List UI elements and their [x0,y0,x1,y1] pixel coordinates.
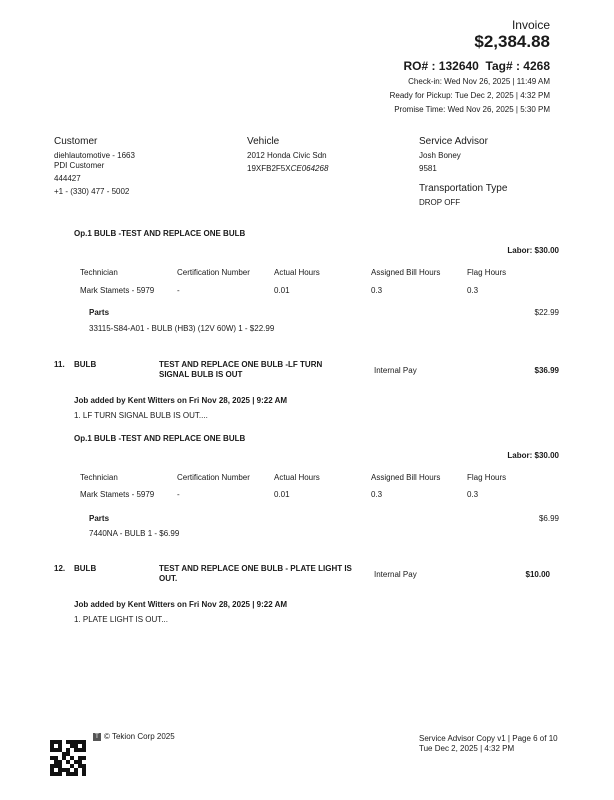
labor-amount: Labor: $30.00 [507,246,559,255]
col-actual-hours: Actual Hours [274,268,320,277]
cell-actual-hours: 0.01 [274,286,290,295]
vehicle-heading: Vehicle [247,136,280,147]
parts-total: $22.99 [534,308,559,317]
customer-heading: Customer [54,136,98,147]
cell-assigned-bill-hours: 0.3 [371,286,383,295]
labor-amount: Labor: $30.00 [507,451,559,460]
op-title [74,229,245,238]
job-code: BULB [74,564,97,573]
cell-flag-hours: 0.3 [467,490,479,499]
job-description: TEST AND REPLACE ONE BULB -LF TURN SIGNAL BULB IS OUT [159,360,323,379]
col-assigned-bill-hours: Assigned Bill Hours [371,268,441,277]
cell-actual-hours: 0.01 [274,490,290,499]
job-code: BULB [74,360,97,369]
document-type: Invoice [511,18,550,32]
job-note: 1. LF TURN SIGNAL BULB IS OUT.... [74,411,208,420]
job-amount: $36.99 [534,366,559,375]
col-actual-hours: Actual Hours [274,473,320,482]
cell-certification: - [177,286,180,295]
advisor-name: Josh Boney [419,151,461,160]
cell-technician: Mark Stamets - 5979 [80,286,155,295]
col-technician: Technician [80,473,118,482]
tekion-logo-icon: T [93,733,101,741]
job-amount: $10.00 [525,570,550,579]
part-line: 33115-S84-A01 - BULB (HB3) (12V 60W) 1 - $22.99 [89,324,275,333]
cell-certification: - [177,490,180,499]
transport-value: DROP OFF [419,198,461,207]
part-line: 7440NA - BULB 1 - $6.99 [89,529,180,538]
vehicle-vin [247,164,328,173]
transport-heading: Transportation Type [419,183,508,194]
job-number: 12. [54,564,66,573]
ro-tag-line [403,59,550,73]
job-pay-type: Internal Pay [374,366,417,375]
vehicle-description: 2012 Honda Civic Sdn [247,151,327,160]
qr-code [50,740,86,776]
tag-number: 4268 [523,59,550,73]
col-technician: Technician [80,268,118,277]
ready-for-pickup-time: Ready for Pickup: Tue Dec 2, 2025 | 4:32 PM [389,91,550,100]
vin-prefix: 19XFB2F5X [247,164,291,173]
cell-technician: Mark Stamets - 5979 [80,490,155,499]
check-in-time: Check-in: Wed Nov 26, 2025 | 11:49 AM [408,77,550,86]
ro-number: 132640 [438,59,479,73]
customer-phone: +1 - (330) 477 - 5002 [54,187,130,196]
job-number: 11. [54,360,65,369]
customer-account: diehlautomotive - 1663 [54,151,135,160]
ro-label: RO# : [403,59,439,73]
op-title-text: Op.1 BULB -TEST AND REPLACE ONE BULB [74,229,246,238]
parts-heading: Parts [89,308,110,317]
job-added-by: Job added by Kent Witters on Fri Nov 28, 2025 | 9:22 AM [74,600,288,609]
job-pay-type: Internal Pay [374,570,417,579]
advisor-heading: Service Advisor [419,136,488,147]
copy-info: Service Advisor Copy v1 | Page 6 of 10 [419,734,558,743]
col-flag-hours: Flag Hours [467,473,507,482]
col-flag-hours: Flag Hours [467,268,507,277]
printed-time: Tue Dec 2, 2025 | 4:32 PM [419,744,515,753]
op-title: Op.1 BULB -TEST AND REPLACE ONE BULB [74,434,246,443]
tag-label: Tag# : [485,59,524,73]
parts-heading: Parts [89,514,110,523]
parts-total: $6.99 [538,514,559,523]
job-added-by: Job added by Kent Witters on Fri Nov 28, 2025 | 9:22 AM [74,396,288,405]
customer-id: 444427 [54,174,81,183]
col-assigned-bill-hours: Assigned Bill Hours [371,473,441,482]
customer-name: PDI Customer [54,161,105,170]
cell-flag-hours: 0.3 [467,286,479,295]
copyright-text: © Tekion Corp 2025 [104,732,175,741]
vin-suffix: CE064268 [290,164,329,173]
col-certification: Certification Number [177,268,250,277]
footer-brand [93,732,175,741]
advisor-number: 9581 [419,164,437,173]
invoice-total: $2,384.88 [474,32,550,51]
job-description: TEST AND REPLACE ONE BULB - PLATE LIGHT IS OUT. [159,564,352,583]
cell-assigned-bill-hours: 0.3 [371,490,383,499]
promise-time: Promise Time: Wed Nov 26, 2025 | 5:30 PM [394,105,550,114]
job-note: 1. PLATE LIGHT IS OUT... [74,615,168,624]
col-certification: Certification Number [177,473,250,482]
